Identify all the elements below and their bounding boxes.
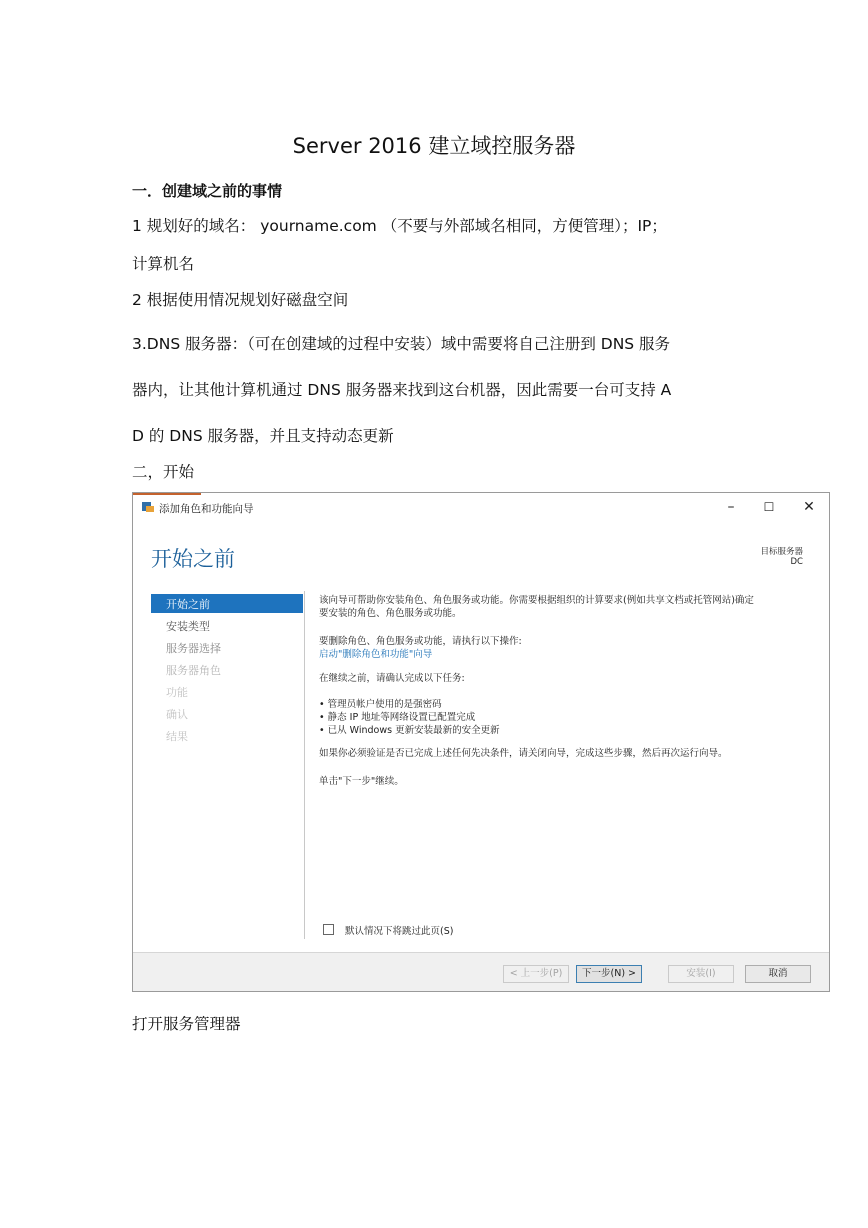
section1-heading: 一．创建域之前的事情 (132, 182, 283, 200)
verify-text: 如果你必须验证是否已完成上述任何先决条件，请关闭向导，完成这些步骤，然后再次运行向导。 (319, 748, 728, 759)
nav-divider (304, 591, 305, 939)
window-accent-bar (133, 493, 201, 495)
wizard-screenshot (132, 492, 830, 992)
caption-text: 打开服务管理器 (132, 1015, 241, 1033)
nav-item-features: 功能 (166, 686, 188, 699)
nav-item-before-you-begin[interactable]: 开始之前 (166, 598, 210, 611)
page-title: 开始之前 (151, 547, 235, 571)
target-server-value: DC (790, 557, 803, 567)
previous-button[interactable]: < 上一步(P) (503, 965, 569, 983)
paragraph-line: 器内，让其他计算机通过 DNS 服务器来找到这台机器，因此需要一台可支持 A (132, 381, 672, 399)
bullet-item: • 已从 Windows 更新安装最新的安全更新 (319, 725, 500, 736)
bullet-item: • 静态 IP 地址等网络设置已配置完成 (319, 712, 476, 723)
section2-heading: 二，开始 (132, 463, 195, 481)
maximize-icon[interactable]: ☐ (763, 500, 775, 514)
bullet-text: 已从 Windows 更新安装最新的安全更新 (327, 725, 500, 736)
cancel-button[interactable]: 取消 (745, 965, 811, 983)
paragraph-line: 1 规划好的域名： yourname.com （不要与外部域名相同，方便管理）；IP； (132, 217, 667, 235)
skip-page-label: 默认情况下将跳过此页(S) (345, 926, 454, 937)
wizard-footer (133, 952, 829, 992)
skip-page-checkbox[interactable] (323, 924, 334, 935)
paragraph-line: 2 根据使用情况规划好磁盘空间 (132, 291, 349, 309)
bullet-text: 管理员帐户使用的是强密码 (327, 699, 442, 710)
paragraph-line: 3.DNS 服务器：（可在创建域的过程中安装）域中需要将自己注册到 DNS 服务 (132, 335, 671, 353)
nav-item-server-roles: 服务器角色 (166, 664, 221, 677)
server-manager-icon (141, 501, 155, 513)
target-server-label: 目标服务器 (760, 547, 803, 557)
install-button[interactable]: 安装(I) (668, 965, 734, 983)
bullet-text: 静态 IP 地址等网络设置已配置完成 (327, 712, 476, 723)
close-icon[interactable]: ✕ (803, 499, 815, 515)
nav-item-server-selection[interactable]: 服务器选择 (166, 642, 221, 655)
remove-roles-link[interactable]: 启动"删除角色和功能"向导 (319, 649, 433, 660)
prereq-intro: 在继续之前，请确认完成以下任务: (319, 673, 465, 684)
paragraph-line: D 的 DNS 服务器，并且支持动态更新 (132, 427, 394, 445)
remove-instructions: 要删除角色、角色服务或功能，请执行以下操作: (319, 636, 522, 647)
intro-text-line2: 要安装的角色、角色服务或功能。 (319, 608, 462, 619)
next-button[interactable]: 下一步(N) > (576, 965, 642, 983)
paragraph-line: 计算机名 (132, 255, 195, 273)
intro-text-line1: 该向导可帮助你安装角色、角色服务或功能。你需要根据组织的计算要求(例如共享文档或托管网站)确定 (319, 595, 754, 606)
minimize-icon[interactable]: – (727, 499, 735, 515)
nav-item-results: 结果 (166, 730, 188, 743)
bullet-item: • 管理员帐户使用的是强密码 (319, 699, 442, 710)
document-title: Server 2016 建立域控服务器 (292, 134, 576, 158)
window-title: 添加角色和功能向导 (159, 503, 254, 515)
continue-text: 单击"下一步"继续。 (319, 776, 404, 787)
nav-item-installation-type[interactable]: 安装类型 (166, 620, 210, 633)
nav-item-confirmation: 确认 (166, 708, 188, 721)
